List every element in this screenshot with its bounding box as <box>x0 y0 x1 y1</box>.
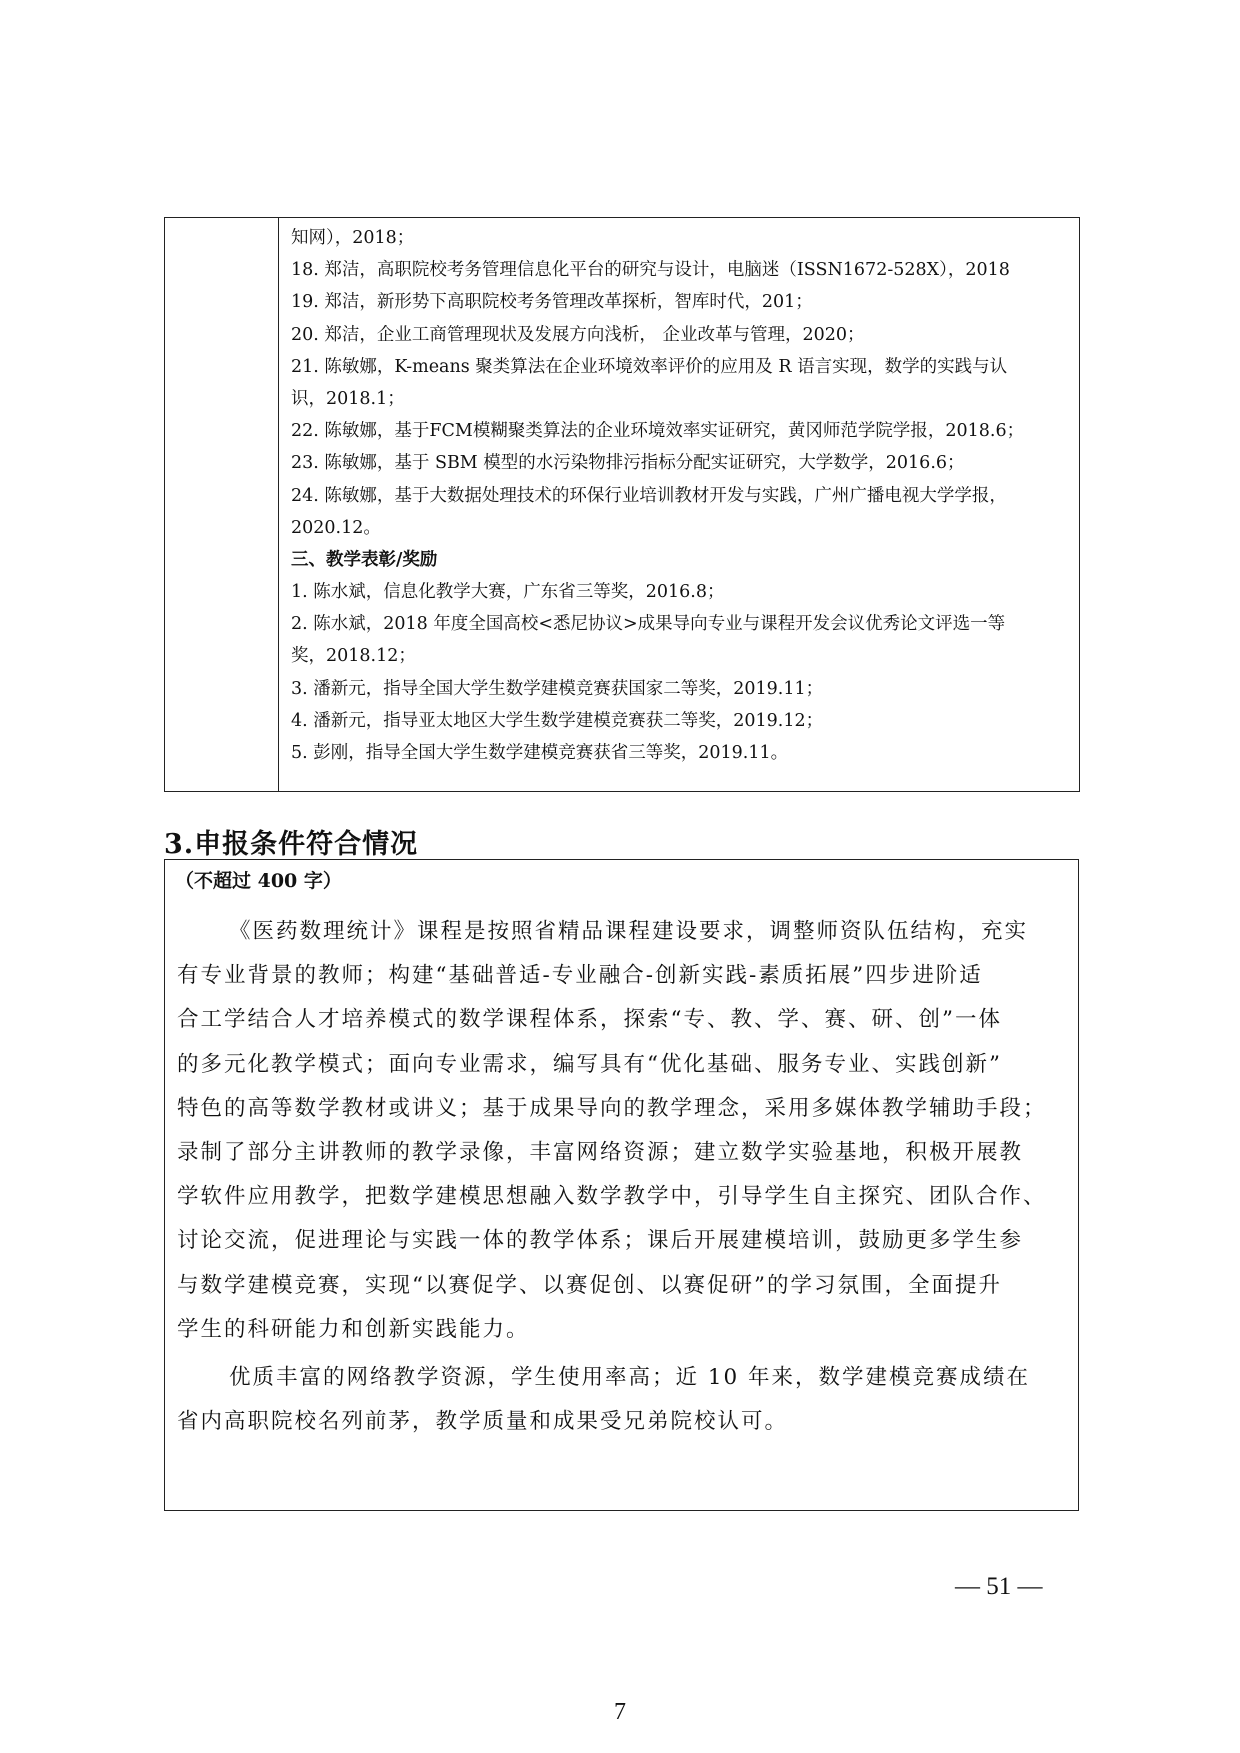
list-item: 2020.12。 <box>291 517 381 538</box>
list-item: 23. 陈敏娜，基于 SBM 模型的水污染物排污指标分配实证研究，大学数学，2016.6； <box>291 453 965 474</box>
paragraph-line: 学软件应用教学，把数学建模思想融入数学教学中，引导学生自主探究、团队合作、 <box>177 1184 1047 1210</box>
paragraph-2 <box>177 1356 1067 1444</box>
list-item: 22. 陈敏娜，基于FCM模糊聚类算法的企业环境效率实证研究，黄冈师范学院学报，2018.6； <box>291 421 1025 442</box>
list-item: 19. 郑洁，新形势下高职院校考务管理改革探析，智库时代，201； <box>291 292 813 313</box>
list-item: 21. 陈敏娜，K-means 聚类算法在企业环境效率评价的应用及 R 语言实现，数学的实践与认 <box>291 356 1008 377</box>
paragraph-line: 学生的科研能力和创新实践能力。 <box>177 1316 530 1342</box>
achievements-table <box>164 217 1080 792</box>
eligibility-box <box>164 859 1079 1511</box>
paragraph-line: 的多元化教学模式；面向专业需求，编写具有“优化基础、服务专业、实践创新” <box>177 1051 1002 1077</box>
paragraph-line: 有专业背景的教师；构建“基础普适-专业融合-创新实践-素质拓展”四步进阶适 <box>177 963 983 989</box>
list-item: 识，2018.1； <box>291 388 405 409</box>
award-item: 1. 陈水斌，信息化教学大赛，广东省三等奖，2016.8； <box>291 582 725 603</box>
award-item: 奖，2018.12； <box>291 646 416 667</box>
awards-heading: 三、教学表彰/奖励 <box>291 549 438 570</box>
award-item: 4. 潘新元，指导亚太地区大学生数学建模竞赛获二等奖，2019.12； <box>291 710 824 731</box>
paragraph-line: 特色的高等数学教材或讲义；基于成果导向的教学理念，采用多媒体教学辅助手段； <box>177 1095 1047 1121</box>
paragraph-1 <box>177 910 1067 1352</box>
word-limit-note: （不超过 400 字） <box>175 870 342 892</box>
list-item: 18. 郑洁，高职院校考务管理信息化平台的研究与设计，电脑迷（ISSN1672-528X），2018 <box>291 260 1010 281</box>
paragraph-line: 优质丰富的网络教学资源，学生使用率高；近 10 年来，数学建模竞赛成绩在 <box>229 1365 1031 1390</box>
paragraph-line: 讨论交流，促进理论与实践一体的教学体系；课后开展建模培训，鼓励更多学生参 <box>177 1228 1024 1254</box>
table-content-cell <box>291 222 1081 769</box>
section-heading: 3.申报条件符合情况 <box>164 829 419 860</box>
page-indicator: — 51 — <box>955 1573 1043 1600</box>
list-item: 20. 郑洁，企业工商管理现状及发展方向浅析， 企业改革与管理，2020； <box>291 324 865 345</box>
paragraph-line: 省内高职院校名列前茅，教学质量和成果受兄弟院校认可。 <box>177 1409 789 1435</box>
award-item: 2. 陈水斌，2018 年度全国高校<悉尼协议>成果导向专业与课程开发会议优秀论文评选一等 <box>291 614 1006 635</box>
paragraph-line: 与数学建模竞赛，实现“以赛促学、以赛促创、以赛促研”的学习氛围，全面提升 <box>177 1272 1002 1298</box>
paragraph-line: 合工学结合人才培养模式的数学课程体系，探索“专、教、学、赛、研、创”一体 <box>177 1007 1002 1033</box>
award-item: 3. 潘新元，指导全国大学生数学建模竞赛获国家二等奖，2019.11； <box>291 678 824 699</box>
list-item: 知网），2018； <box>291 228 415 248</box>
list-item: 24. 陈敏娜，基于大数据处理技术的环保行业培训教材开发与实践，广州广播电视大学学报， <box>291 485 1007 506</box>
award-item: 5. 彭刚，指导全国大学生数学建模竞赛获省三等奖，2019.11。 <box>291 743 789 763</box>
paragraph-line: 录制了部分主讲教师的教学录像，丰富网络资源；建立数学实验基地，积极开展教 <box>177 1139 1024 1165</box>
paragraph-line: 《医药数理统计》课程是按照省精品课程建设要求，调整师资队伍结构，充实 <box>229 919 1029 944</box>
table-label-cell <box>165 218 279 791</box>
page-number: 7 <box>614 1699 626 1725</box>
